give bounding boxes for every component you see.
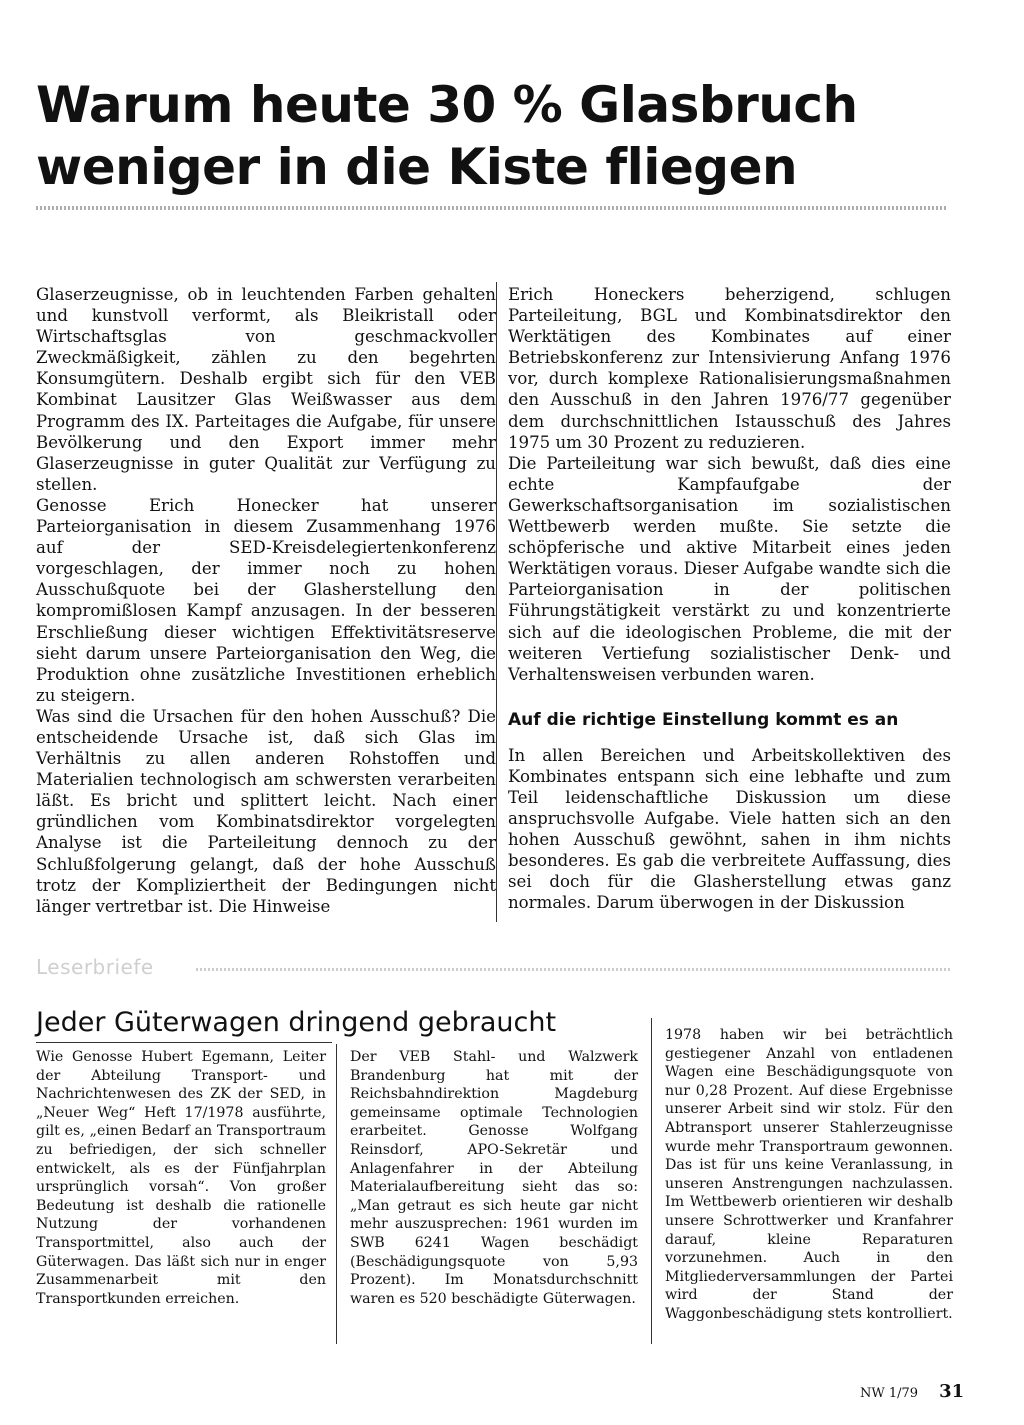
- headline-line-2: weniger in die Kiste fliegen: [36, 138, 798, 196]
- article-paragraph: Was sind die Ursachen für den hohen Ausschuß? Die entscheidende Ursache ist, daß sich Glas im Verhältnis zu allen anderen Rohstoffen und Materialien technologisch am schwersten verarbeiten läßt. Es bricht und splittert leicht. Nach einer gründlichen vom Kombinatsdirektor vorgelegten Analyse ist die Parteileitung dennoch zu der Schlußfolgerung gelangt, daß der hohe Ausschuß trotz der Kompliziertheit der Bedingungen nicht länger vertretbar ist. Die Hinweise: [36, 706, 496, 916]
- letter-paragraph: Der VEB Stahl- und Walzwerk Brandenburg hat mit der Reichsbahndirektion Magdeburg gemeinsame optimale Technologien erarbeitet. Genosse Wolfgang Reinsdorf, APO-Sekretär und Anlagenfahrer in der Abteilung Materialaufbereitung sieht das so: „Man getraut es sich heute gar nicht mehr auszusprechen: 1961 wurden im SWB 6241 Wagen beschädigt (Beschädigungsquote von 5,93 Prozent). Im Monatsdurchschnitt waren es 520 beschädigte Güterwagen.: [350, 1049, 638, 1307]
- page-footer: [860, 1381, 964, 1402]
- letter-title: Jeder Güterwagen dringend gebraucht: [36, 1007, 557, 1038]
- issue-number: NW 1/79: [860, 1386, 919, 1401]
- article-paragraph: Die Parteileitung war sich bewußt, daß dies eine echte Kampfaufgabe der Gewerkschaftsorganisation im sozialistischen Wettbewerb werden mußte. Sie setzte die schöpferische und aktive Mitarbeit eines jeden Werktätigen voraus. Dieser Aufgabe wandte sich die Parteiorganisation in der politischen Führungstätigkeit verstärkt zu und konzentrierte sich auf die ideologischen Probleme, die mit der weiteren Vertiefung sozialistischer Denk- und Verhaltensweisen verbunden waren.: [508, 453, 951, 684]
- letter-column-3: [665, 1026, 953, 1324]
- article-paragraph: In allen Bereichen und Arbeitskollektiven des Kombinates entspann sich eine lebhafte und zum Teil leidenschaftliche Diskussion um diese anspruchsvolle Aufgabe. Viele hatten sich an den hohen Ausschuß gewöhnt, sahen in ihm nichts besonderes. Es gab die verbreitete Auffassung, dies sei doch für die Glasherstellung etwas ganz normales. Darum überwogen in der Diskussion: [508, 745, 951, 913]
- page-number: 31: [939, 1381, 965, 1402]
- letter-column-divider: [651, 1018, 652, 1344]
- letter-paragraph: Wie Genosse Hubert Egemann, Leiter der Abteilung Transport- und Nachrichtenwesen des ZK der SED, in „Neuer Weg“ Heft 17/1978 ausführte, gilt es, „einen Bedarf an Transportraum zu befriedigen, der sich schneller entwickelt, als es der Fünfjahrplan ursprünglich vorsah“. Von großer Bedeutung ist deshalb die rationelle Nutzung der vorhandenen Transportmittel, also auch der Güterwagen. Das läßt sich nur in enger Zusammenarbeit mit den Transportkunden erreichen.: [36, 1049, 326, 1307]
- section-label-leserbriefe: Leserbriefe: [36, 955, 154, 979]
- letter-column-2: [350, 1048, 638, 1308]
- article-paragraph: Genosse Erich Honecker hat unserer Parteiorganisation in diesem Zusammenhang 1976 auf der SED-Kreisdelegiertenkonferenz vorgeschlagen, der immer noch zu hohen Ausschußquote bei der Glasherstellung den kompromißlosen Kampf anzusagen. In der besseren Erschließung dieser wichtigen Effektivitätsreserve sieht darum unsere Parteiorganisation den Weg, die Produktion ohne zusätzliche Investitionen erheblich zu steigern.: [36, 495, 496, 705]
- headline-rule: [36, 206, 948, 210]
- section-rule: [196, 968, 951, 971]
- article-paragraph: Erich Honeckers beherzigend, schlugen Parteileitung, BGL und Kombinatsdirektor den Werktätigen des Kombinates auf einer Betriebskonferenz zur Intensivierung Anfang 1976 vor, durch komplexe Rationalisierungsmaßnahmen den Ausschuß in den Jahren 1976/77 gegenüber dem durchschnittlichen Istausschuß des Jahres 1975 um 30 Prozent zu reduzieren.: [508, 285, 951, 452]
- article-paragraph: Glaserzeugnisse, ob in leuchtenden Farben gehalten und kunstvoll verformt, als Bleikristall oder Wirtschaftsglas von geschmackvoller Zweckmäßigkeit, zählen zu den begehrten Konsumgütern. Deshalb ergibt sich für den VEB Kombinat Lausitzer Glas Weißwasser aus dem Programm des IX. Parteitages die Aufgabe, für unsere Bevölkerung und den Export immer mehr Glaserzeugnisse in guter Qualität zur Verfügung zu stellen.: [36, 285, 496, 494]
- article-column-1: [36, 284, 496, 917]
- article-subheading: Auf die richtige Einstellung kommt es an: [508, 709, 899, 730]
- letter-column-divider: [336, 1044, 337, 1344]
- article-headline: [36, 74, 976, 198]
- headline-line-1: Warum heute 30 % Glasbruch: [36, 76, 858, 134]
- letter-paragraph: 1978 haben wir bei beträchtlich gestiegener Anzahl von entladenen Wagen eine Beschädigungsquote von nur 0,28 Prozent. Auf diese Ergebnisse unserer Arbeit sind wir stolz. Für den Abtransport unserer Stahlerzeugnisse wurde mehr Transportraum gewonnen. Das ist für uns keine Veranlassung, in unseren Anstrengungen nachzulassen. Im Wettbewerb orientieren wir deshalb unsere Schrottwerker und Kranfahrer darauf, kleine Reparaturen vorzunehmen. Auch in den Mitgliederversammlungen der Partei wird der Stand der Waggonbeschädigung stets kontrolliert.: [665, 1027, 953, 1322]
- letter-column-1: [36, 1048, 326, 1308]
- article-column-2: [508, 284, 951, 914]
- column-divider: [496, 282, 497, 922]
- letter-title-rule: [36, 1042, 332, 1043]
